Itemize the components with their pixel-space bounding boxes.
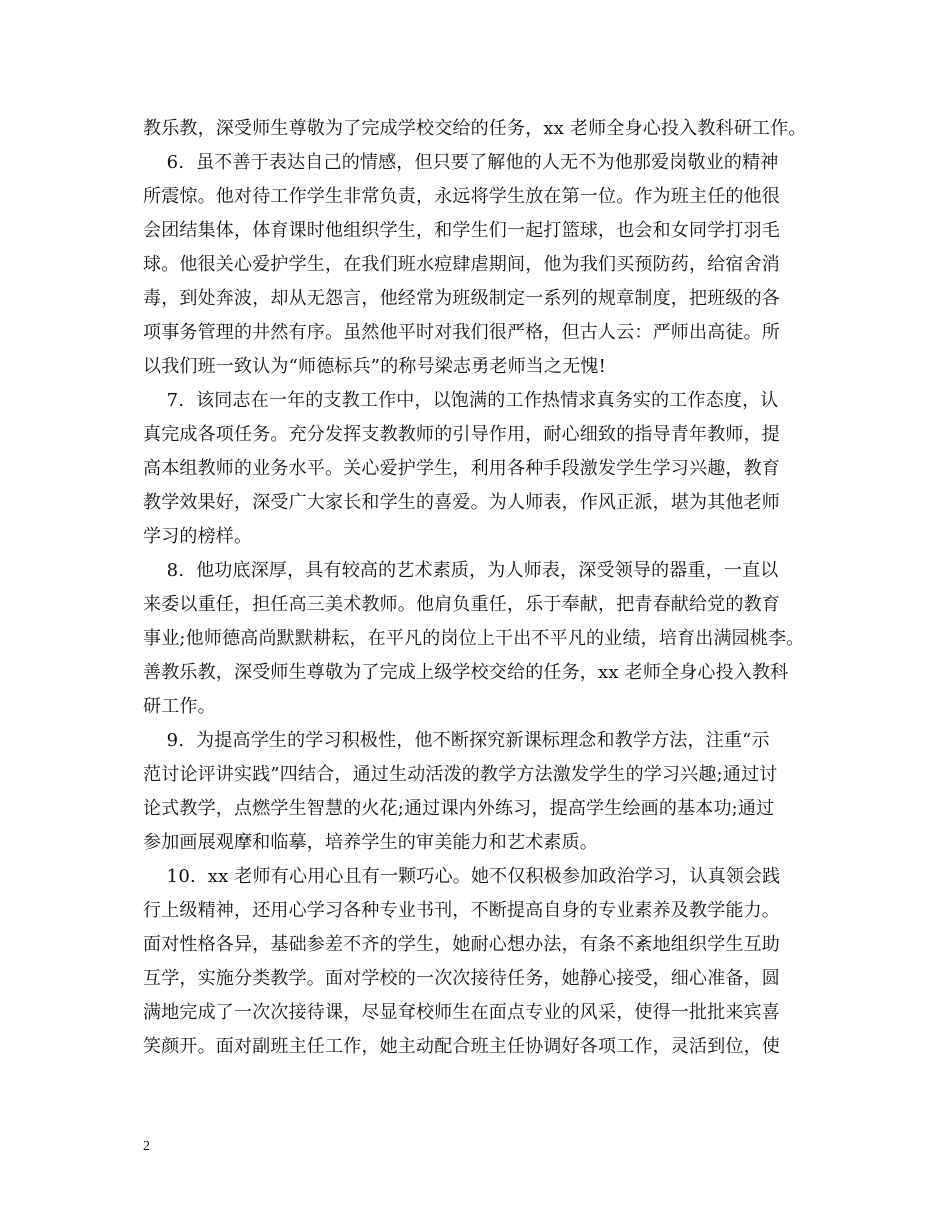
text-line: 教乐教，深受师生尊敬为了完成学校交给的任务，xx 老师全身心投入教科研工作。 — [143, 118, 807, 139]
text-line: 学习的榜样。 — [143, 526, 253, 547]
text-line: 9. 为提高学生的学习积极性，他不断探究新课标理念和教学方法，注重“示 — [143, 730, 770, 751]
text-line: 论式教学，点燃学生智慧的火花;通过课内外练习，提高学生绘画的基本功;通过 — [143, 798, 775, 819]
text-line: 所震惊。他对待工作学生非常负责，永远将学生放在第一位。作为班主任的他很 — [143, 186, 780, 207]
text-line: 研工作。 — [143, 696, 216, 717]
text-line: 7. 该同志在一年的支教工作中，以饱满的工作热情求真务实的工作态度，认 — [143, 390, 779, 411]
text-line: 行上级精神，还用心学习各种专业书刊，不断提高自身的专业素养及教学能力。 — [143, 900, 780, 921]
text-line: 笑颜开。面对副班主任工作，她主动配合班主任协调好各项工作，灵活到位，使 — [143, 1036, 780, 1057]
text-line: 满地完成了一次次接待课，尽显耷校师生在面点专业的风采，使得一批批来宾喜 — [143, 1002, 780, 1023]
text-line: 面对性格各异，基础参差不齐的学生，她耐心想办法，有条不紊地组织学生互助 — [143, 934, 780, 955]
text-line: 事业;他师德高尚默默耕耘，在平凡的岗位上干出不平凡的业绩，培育出满园桃李。 — [143, 628, 805, 649]
text-line: 范讨论评讲实践”四结合，通过生动活泼的教学方法激发学生的学习兴趣;通过讨 — [143, 764, 778, 785]
text-line: 毒，到处奔波，却从无怨言，他经常为班级制定一系列的规章制度，把班级的各 — [143, 288, 780, 309]
text-line: 来委以重任，担任高三美术教师。他肩负重任，乐于奉献，把青春献给党的教育 — [143, 594, 780, 615]
text-line: 互学，实施分类教学。面对学校的一次次接待任务，她静心接受，细心准备，圆 — [143, 968, 780, 989]
text-line: 6. 虽不善于表达自己的情感，但只要了解他的人无不为他那爱岗敬业的精神 — [143, 152, 779, 173]
text-line: 8. 他功底深厚，具有较高的艺术素质，为人师表，深受领导的器重，一直以 — [143, 560, 779, 581]
text-line: 会团结集体，体育课时他组织学生，和学生们一起打篮球，也会和女同学打羽毛 — [143, 220, 780, 241]
text-line: 真完成各项任务。充分发挥支教教师的引导作用，耐心细致的指导青年教师，提 — [143, 424, 780, 445]
text-line: 教学效果好，深受广大家长和学生的喜爱。为人师表，作风正派，堪为其他老师 — [143, 492, 780, 513]
text-line: 以我们班一致认为“师德标兵”的称号梁志勇老师当之无愧! — [143, 356, 607, 377]
text-line: 善教乐教，深受师生尊敬为了完成上级学校交给的任务，xx 老师全身心投入教科 — [143, 662, 789, 683]
text-line: 球。他很关心爱护学生，在我们班水痘肆虐期间，他为我们买预防药，给宿舍消 — [143, 254, 780, 275]
text-line: 10. xx 老师有心用心且有一颗巧心。她不仅积极参加政治学习，认真领会践 — [143, 866, 781, 887]
text-line: 高本组教师的业务水平。关心爱护学生，利用各种手段激发学生学习兴趣，教育 — [143, 458, 780, 479]
text-line: 参加画展观摩和临摹，培养学生的审美能力和艺术素质。 — [143, 832, 598, 853]
page-number: 2 — [143, 1139, 150, 1154]
text-line: 项事务管理的井然有序。虽然他平时对我们很严格，但古人云：严师出高徒。所 — [143, 322, 780, 343]
